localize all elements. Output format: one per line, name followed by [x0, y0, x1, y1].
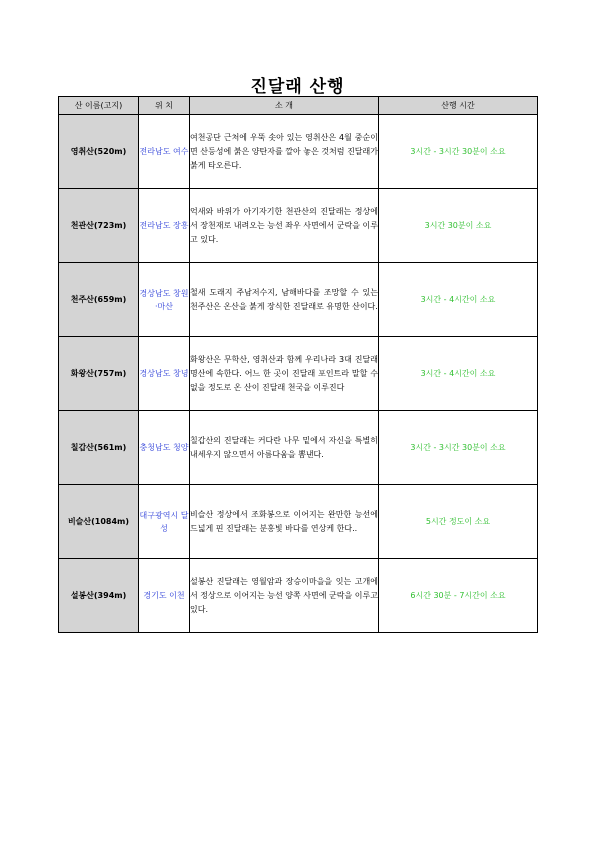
header-intro: 소 개	[190, 97, 379, 115]
mountain-intro: 억새와 바위가 아기자기한 천관산의 진달래는 정상에서 장천재로 내려오는 능선 좌우 사면에서 군락을 이루고 있다.	[190, 189, 379, 263]
mountain-intro: 화왕산은 무학산, 영취산과 함께 우리나라 3대 진달래 명산에 속한다. 어느 한 곳이 진달래 포인트라 말할 수 없을 정도로 온 산이 진달래 천국을 이루진다	[190, 337, 379, 411]
mountain-intro: 철새 도래지 주남저수지, 남해바다를 조망할 수 있는 천주산은 온산을 붉게 장식한 진달래로 유명한 산이다.	[190, 263, 379, 337]
mountain-location: 대구광역시 달성	[139, 485, 190, 559]
mountain-location: 경기도 이천	[139, 559, 190, 633]
table-row	[59, 337, 538, 411]
mountain-location: 전라남도 장흥	[139, 189, 190, 263]
hiking-time: 3시간 - 3시간 30분이 소요	[379, 411, 538, 485]
mountain-name: 설봉산(394m)	[59, 559, 139, 633]
table-row	[59, 559, 538, 633]
hiking-time: 5시간 정도이 소요	[379, 485, 538, 559]
hiking-time: 3시간 - 4시간이 소요	[379, 337, 538, 411]
table-row	[59, 115, 538, 189]
mountain-location: 경상남도 창녕	[139, 337, 190, 411]
mountain-name: 비슬산(1084m)	[59, 485, 139, 559]
header-name: 산 이름(고지)	[59, 97, 139, 115]
table-row	[59, 411, 538, 485]
mountain-intro: 설봉산 진달래는 영월암과 장승이마을을 잇는 고개에서 정상으로 이어지는 능선 양쪽 사면에 군락을 이루고 있다.	[190, 559, 379, 633]
hiking-time: 3시간 - 3시간 30분이 소요	[379, 115, 538, 189]
mountain-name: 천관산(723m)	[59, 189, 139, 263]
mountain-location: 경상남도 창원·마산	[139, 263, 190, 337]
mountain-name: 칠갑산(561m)	[59, 411, 139, 485]
page-title: 진달래 산행	[250, 77, 345, 97]
mountain-intro: 여천공단 근처에 우뚝 솟아 있는 영취산은 4월 중순이면 산등성에 붉은 양탄자를 깔아 놓은 것처럼 진달래가 붉게 타오른다.	[190, 115, 379, 189]
mountain-name: 천주산(659m)	[59, 263, 139, 337]
hiking-time: 6시간 30분 - 7시간이 소요	[379, 559, 538, 633]
mountain-location: 충청남도 청양	[139, 411, 190, 485]
table-row	[59, 485, 538, 559]
trail-table	[58, 96, 538, 633]
header-time: 산행 시간	[379, 97, 538, 115]
mountain-intro: 칠갑산의 진달래는 커다란 나무 밑에서 자신을 특별히 내세우지 않으면서 아름다움을 뽐낸다.	[190, 411, 379, 485]
table-row	[59, 263, 538, 337]
mountain-name: 영취산(520m)	[59, 115, 139, 189]
header-location: 위 치	[139, 97, 190, 115]
table-row	[59, 189, 538, 263]
hiking-time: 3시간 - 4시간이 소요	[379, 263, 538, 337]
mountain-name: 화왕산(757m)	[59, 337, 139, 411]
mountain-location: 전라남도 여수	[139, 115, 190, 189]
hiking-time: 3시간 30분이 소요	[379, 189, 538, 263]
mountain-intro: 비슬산 정상에서 조화봉으로 이어지는 완만한 능선에 드넓게 핀 진달래는 분홍빛 바다를 연상케 한다..	[190, 485, 379, 559]
table-header-row	[59, 97, 538, 115]
